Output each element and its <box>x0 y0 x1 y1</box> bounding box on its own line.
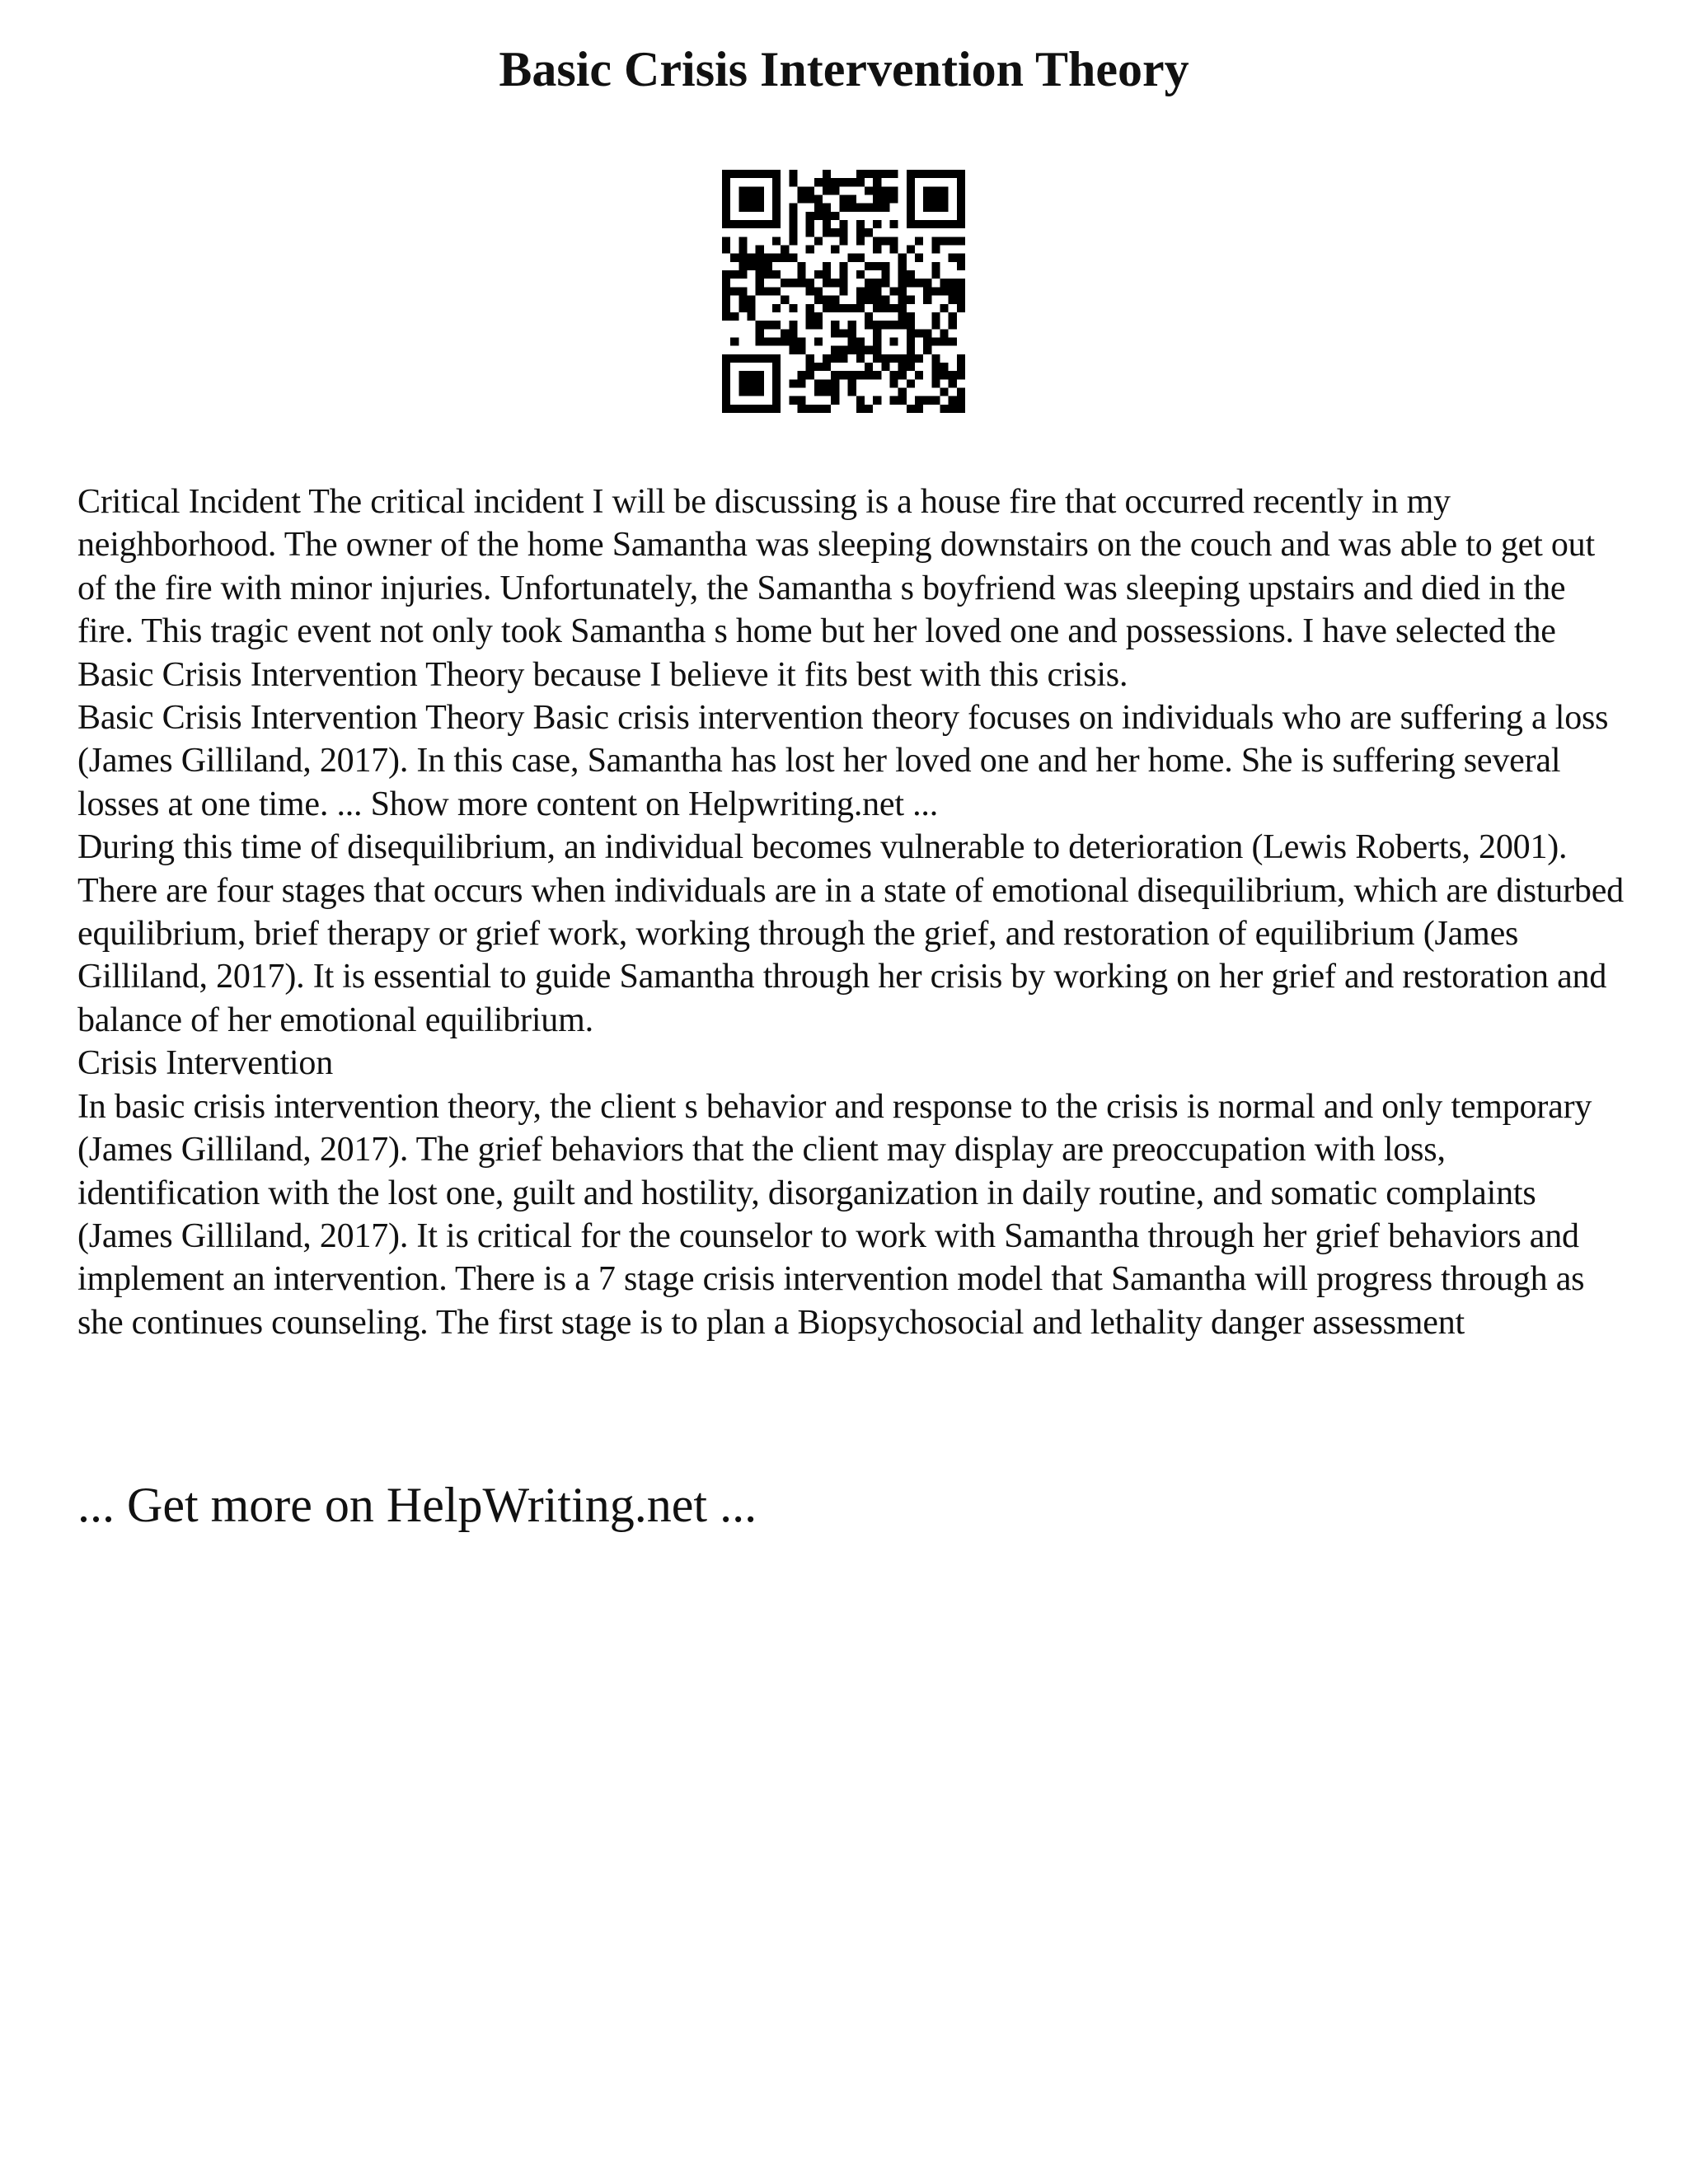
qr-code-icon <box>722 170 965 413</box>
section-heading-crisis-intervention: Crisis Intervention <box>77 1044 333 1083</box>
paragraph-intervention: In basic crisis intervention theory, the client s behavior and response to the crisis is normal and only temporary (James Gilliland, 2017). The grief behaviors that the client may display are preoccupation with loss, identification with the lost one, guilt and hostility, disorganization in daily routine, and somatic complaints (James Gilliland, 2017). It is critical for the counselor to work with Samantha through her grief behaviors and implement an intervention. There is a 7 stage crisis intervention model that Samantha will progress through as she continues counseling. The first stage is to plan a Biopsychosocial and lethality danger assessment <box>77 1087 1592 1342</box>
paragraph-basic-theory: Basic Crisis Intervention Theory Basic crisis intervention theory focuses on individuals who are suffering a loss (James Gilliland, 2017). In this case, Samantha has lost her loved one and her home. She is suffering several losses at one time. ... Show more content on Helpwriting.net ... <box>77 699 1609 823</box>
article-body <box>77 480 1627 1344</box>
paragraph-disequilibrium: During this time of disequilibrium, an individual becomes vulnerable to deterioration (Lewis Roberts, 2001). There are four stages that occurs when individuals are in a state of emotional disequilibrium, which are disturbed equilibrium, brief therapy or grief work, working through the grief, and restoration of equilibrium (James Gilliland, 2017). It is essential to guide Samantha through her crisis by working on her grief and restoration and balance of her emotional equilibrium. <box>77 828 1624 1039</box>
page-title: Basic Crisis Intervention Theory <box>499 42 1189 96</box>
paragraph-critical-incident: Critical Incident The critical incident I will be discussing is a house fire that occurred recently in my neighborhood. The owner of the home Samantha was sleeping downstairs on the couch and was able to get out of the fire with minor injuries. Unfortunately, the Samantha s boyfriend was sleeping upstairs and died in the fire. This tragic event not only took Samantha s home but her loved one and possessions. I have selected the Basic Crisis Intervention Theory because I believe it fits best with this crisis. <box>77 483 1595 694</box>
get-more-link[interactable]: ... Get more on HelpWriting.net ... <box>77 1478 757 1532</box>
